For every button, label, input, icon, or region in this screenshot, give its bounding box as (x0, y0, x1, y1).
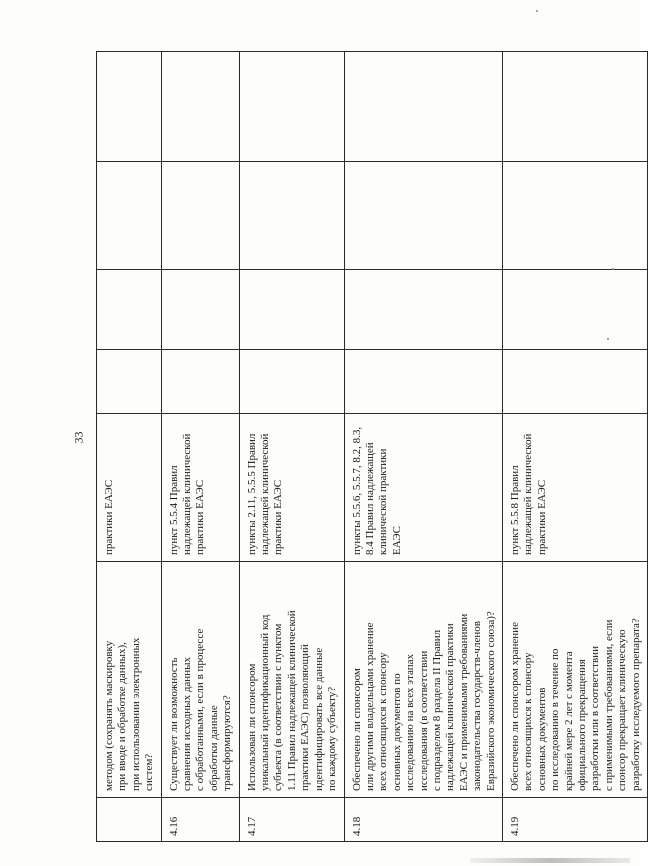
scan-speck (536, 10, 538, 12)
answer-cell (161, 350, 239, 414)
reference-cell (239, 414, 344, 562)
question-cell (161, 562, 239, 798)
answer-cell (97, 162, 162, 270)
scan-speck (612, 268, 614, 270)
answer-cell (344, 52, 502, 162)
question-cell (97, 562, 162, 798)
reference-text: практики ЕАЭС (103, 479, 115, 555)
answer-cell (97, 270, 162, 350)
rotated-table-wrapper (96, 52, 642, 842)
row-number: 4.19 (502, 798, 647, 842)
answer-cell (97, 52, 162, 162)
table-row (97, 52, 162, 842)
reference-text: пункты 5.5.6, 5.5.7, 8.2, 8.3, 8.4 Правил надлежащей клинической практики ЕАЭС (350, 426, 403, 555)
row-number: 4.18 (344, 798, 502, 842)
table-row (239, 52, 344, 842)
answer-cell (239, 350, 344, 414)
answer-cell (502, 270, 647, 350)
reference-text: пункты 2.11, 5.5.5 Правил надлежащей клинической практики ЕАЭС (245, 433, 285, 555)
answer-cell (161, 52, 239, 162)
reference-cell (502, 414, 647, 562)
row-number: 4.16 (161, 798, 239, 842)
checklist-table (96, 51, 648, 842)
question-text: Обеспечено ли спонсором хранение всех относящихся к спонсору основных документов по исследованию в течение по крайней мере 2 лет с момента официального прекращения разработки или в соответствии с применимыми требованиями, если спонсор прекращает клиническую разработку исследуемого препарата? (508, 618, 642, 791)
answer-cell (344, 350, 502, 414)
answer-cell (239, 52, 344, 162)
scan-speck (607, 338, 609, 340)
answer-cell (161, 162, 239, 270)
scan-edge-smudge (470, 858, 630, 863)
reference-text: пункт 5.5.4 Правил надлежащей клинической практики ЕАЭС (167, 433, 207, 555)
table-row (161, 52, 239, 842)
reference-cell (97, 414, 162, 562)
question-cell (502, 562, 647, 798)
question-cell (344, 562, 502, 798)
reference-text: пункт 5.5.8 Правил надлежащей клинической практики ЕАЭС (508, 433, 548, 555)
page-number: 33 (71, 431, 86, 444)
answer-cell (502, 350, 647, 414)
answer-cell (239, 162, 344, 270)
row-number: 4.17 (239, 798, 344, 842)
question-text: Существует ли возможность сравнения исходных данных с обработанными, если в процессе обработки данные трансформируются? (167, 628, 234, 791)
question-text: методом (сохранять маскировку при вводе и обработке данных), при использовании электронных систем? (103, 637, 156, 791)
answer-cell (502, 52, 647, 162)
reference-cell (344, 414, 502, 562)
table-row (344, 52, 502, 842)
answer-cell (502, 162, 647, 270)
row-number (97, 798, 162, 842)
answer-cell (161, 270, 239, 350)
answer-cell (97, 350, 162, 414)
table-row (502, 52, 647, 842)
answer-cell (344, 162, 502, 270)
question-text: Использован ли спонсором уникальный идентификационный код субъекта (в соответствии с пунктом 1.11 Правил надлежащей клинической практики ЕАЭС) позволяющий идентифицировать все данные по каждому субъекту? (245, 610, 339, 791)
answer-cell (344, 270, 502, 350)
reference-cell (161, 414, 239, 562)
question-text: Обеспечено ли спонсором или другими владельцами хранение всех относящихся к спонсору основных документов по исследованию на всех этапах исследования (в соответствии с подразделом 8 раздела II Правил надлежащей клинической практики ЕАЭС и применимыми требованиями законодательства государств-членов Евразийского экономического союза)? (350, 611, 497, 791)
question-cell (239, 562, 344, 798)
answer-cell (239, 270, 344, 350)
